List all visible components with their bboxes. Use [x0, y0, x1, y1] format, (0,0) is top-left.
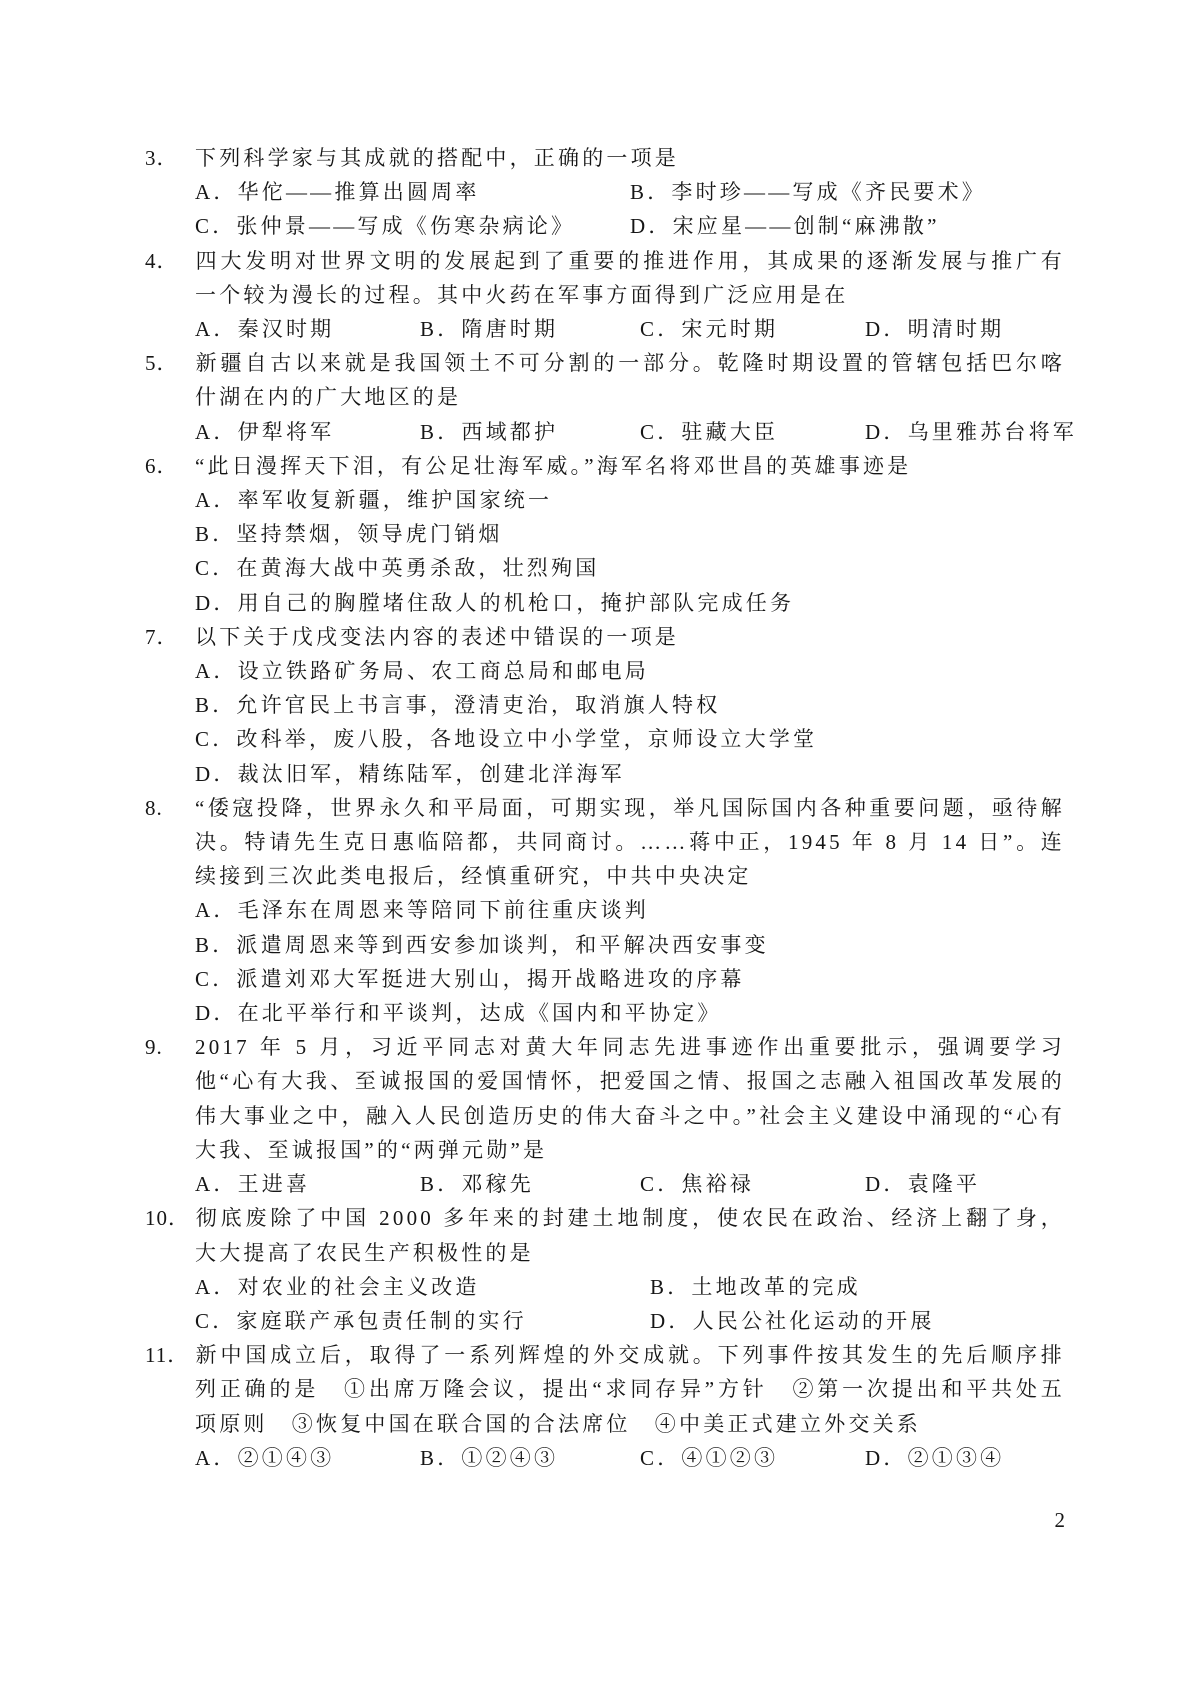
option-d: D．用自己的胸膛堵住敌人的机枪口，掩护部队完成任务 [195, 590, 795, 615]
question-5 [145, 346, 1077, 449]
question-options [195, 415, 1077, 449]
question-stem-text: “此日漫挥天下泪，有公足壮海军威。”海军名将邓世昌的英雄事迹是 [195, 453, 912, 478]
option-c: C．驻藏大臣 [640, 419, 779, 444]
option-b: B．李时珍——写成《齐民要术》 [630, 180, 987, 205]
option-d: D．明清时期 [865, 317, 1005, 342]
question-8 [145, 791, 1065, 1030]
option-c: C．改科举，废八股，各地设立中小学堂，京师设立大学堂 [195, 727, 818, 752]
option-a: A．设立铁路矿务局、农工商总局和邮电局 [195, 659, 649, 684]
option-b: B．隋唐时期 [420, 317, 559, 342]
option-a: A．王进喜 [195, 1172, 311, 1197]
question-options [195, 1441, 1065, 1475]
question-stem [145, 620, 1065, 654]
option-b: B．允许官民上书言事，澄清吏治，取消旗人特权 [195, 693, 721, 718]
question-stem [145, 449, 1065, 483]
question-6 [145, 449, 1065, 620]
question-number: 8. [145, 795, 163, 820]
question-options [195, 175, 1065, 243]
question-9 [145, 1030, 1065, 1201]
option-d: D．在北平举行和平谈判，达成《国内和平协定》 [195, 1001, 722, 1026]
question-number: 5． [145, 351, 179, 376]
question-stem-text: 新疆自古以来就是我国领土不可分割的一部分。乾隆时期设置的管辖包括巴尔喀什湖在内的广大地区的是 [195, 351, 1065, 410]
page-number: 2 [1054, 1507, 1065, 1532]
question-11 [145, 1338, 1065, 1475]
question-stem-text: 以下关于戊戌变法内容的表述中错误的一项是 [195, 624, 679, 649]
question-number: 7． [145, 624, 179, 649]
question-stem-text: 下列科学家与其成就的搭配中，正确的一项是 [195, 146, 679, 170]
question-stem-text: “倭寇投降，世界永久和平局面，可期实现，举凡国际国内各种重要问题，亟待解决。特请先生克日惠临陪都，共同商讨。……蒋中正，1945 年 8 月 14 日”。连续接到三次此类电报后，经慎重研究，中共中央决定 [195, 795, 1065, 889]
question-number: 4． [145, 248, 179, 273]
question-options [195, 1167, 1065, 1201]
question-10 [145, 1201, 1065, 1338]
option-b: B．土地改革的完成 [650, 1274, 861, 1299]
option-a: A．毛泽东在周恩来等陪同下前往重庆谈判 [195, 898, 649, 923]
question-options [195, 893, 1065, 1030]
question-stem-text: 彻底废除了中国 2000 多年来的封建土地制度，使农民在政治、经济上翻了身，大大提高了农民生产积极性的是 [195, 1206, 1065, 1265]
question-number: 10． [145, 1206, 190, 1231]
question-7 [145, 620, 1065, 791]
option-c: C．宋元时期 [640, 317, 779, 342]
option-b: B．①②④③ [420, 1445, 559, 1470]
option-c: C．④①②③ [640, 1445, 779, 1470]
option-c: C．焦裕禄 [640, 1172, 755, 1197]
question-4 [145, 244, 1065, 347]
option-a: A．②①④③ [195, 1445, 335, 1470]
option-b: B．邓稼先 [420, 1172, 535, 1197]
option-d: D．乌里雅苏台将军 [865, 419, 1077, 444]
option-d: D．袁隆平 [865, 1172, 981, 1197]
option-a: A．对农业的社会主义改造 [195, 1274, 480, 1299]
question-stem [145, 1201, 1065, 1269]
option-d: D．裁汰旧军，精练陆军，创建北洋海军 [195, 761, 625, 786]
option-a: A．伊犁将军 [195, 419, 335, 444]
question-number: 6． [145, 453, 179, 478]
question-3 [145, 141, 1065, 244]
question-options [195, 1270, 1065, 1338]
option-a: A．华佗——推算出圆周率 [195, 180, 480, 205]
question-options [195, 654, 1065, 791]
option-c: C．家庭联产承包责任制的实行 [195, 1308, 527, 1333]
option-d: D．宋应星——创制“麻沸散” [630, 214, 940, 239]
question-options [195, 483, 1065, 620]
question-stem [145, 346, 1065, 414]
question-stem-text: 2017 年 5 月，习近平同志对黄大年同志先进事迹作出重要批示，强调要学习他“心有大我、至诚报国的爱国情怀，把爱国之情、报国之志融入祖国改革发展的伟大事业之中，融入人民创造历史的伟大奋斗之中。”社会主义建设中涌现的“心有大我、至诚报国”的“两弹元勋”是 [195, 1035, 1065, 1162]
question-options [195, 312, 1065, 346]
question-stem [145, 791, 1065, 894]
question-stem [145, 244, 1065, 312]
question-number: 9. [145, 1035, 163, 1060]
option-c: C．派遣刘邓大军挺进大别山，揭开战略进攻的序幕 [195, 966, 745, 991]
option-b: B．坚持禁烟，领导虎门销烟 [195, 522, 503, 547]
option-a: A．秦汉时期 [195, 317, 335, 342]
question-number: 3． [145, 146, 179, 170]
question-stem [145, 141, 1065, 175]
option-c: C．张仲景——写成《伤寒杂病论》 [195, 214, 576, 239]
option-b: B．派遣周恩来等到西安参加谈判，和平解决西安事变 [195, 932, 769, 957]
option-d: D．②①③④ [865, 1445, 1005, 1470]
question-stem-text: 新中国成立后，取得了一系列辉煌的外交成就。下列事件按其发生的先后顺序排列正确的是 ①出席万隆会议，提出“求同存异”方针 ②第一次提出和平共处五项原则 ③恢复中国在联合国的合法席位 ④中美正式建立外交关系 [195, 1343, 1065, 1436]
question-stem [145, 1338, 1065, 1441]
option-b: B．西域都护 [420, 419, 559, 444]
question-stem-text: 四大发明对世界文明的发展起到了重要的推进作用，其成果的逐渐发展与推广有一个较为漫长的过程。其中火药在军事方面得到广泛应用是在 [195, 248, 1065, 307]
option-d: D．人民公社化运动的开展 [650, 1308, 935, 1333]
question-number: 11． [145, 1343, 190, 1368]
question-stem [145, 1030, 1065, 1167]
option-c: C．在黄海大战中英勇杀敌，壮烈殉国 [195, 556, 600, 581]
option-a: A．率军收复新疆，维护国家统一 [195, 488, 553, 513]
